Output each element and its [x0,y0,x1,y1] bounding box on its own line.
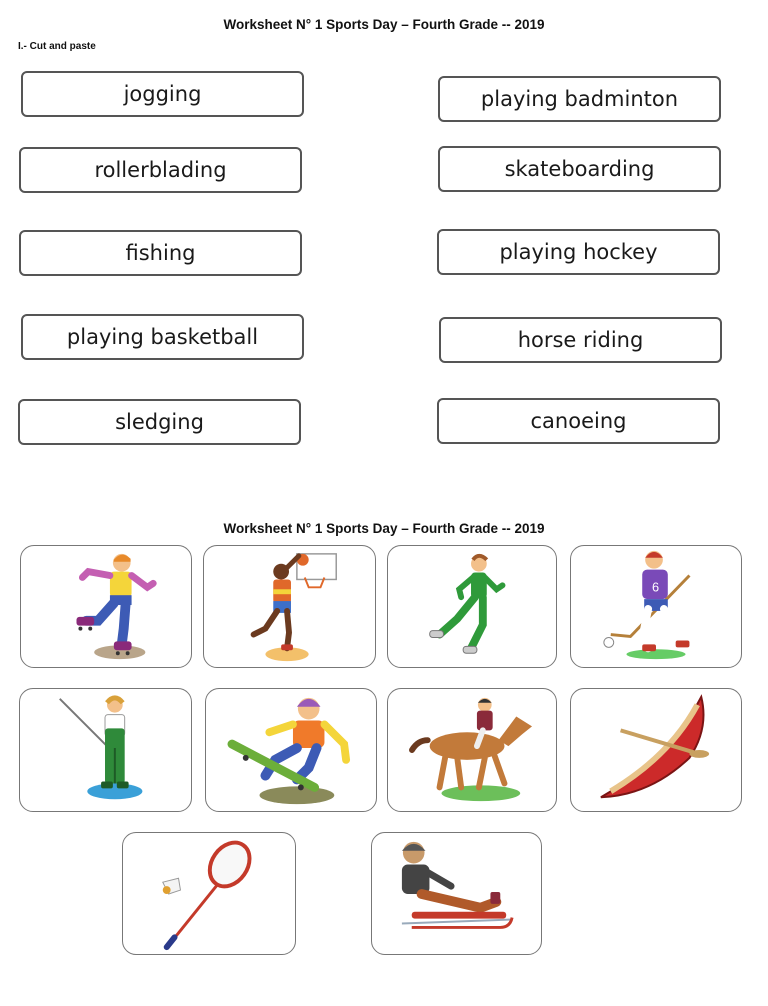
word-card-canoeing[interactable] [437,398,720,444]
word-card-playing-basketball[interactable] [21,314,304,360]
picture-card-skateboarding[interactable] [205,688,377,812]
worksheet-title-top: Worksheet N° 1 Sports Day – Fourth Grade -- 2019 [223,17,545,32]
word-label: skateboarding [504,157,655,181]
picture-card-hockey[interactable] [570,545,742,668]
instruction-label: I.- Cut and paste [18,41,96,52]
badminton-icon [123,833,295,954]
hockey-icon [571,546,741,667]
picture-card-jogging[interactable] [387,545,557,668]
word-label: playing hockey [499,240,658,264]
word-card-playing-hockey[interactable] [437,229,720,275]
word-label: horse riding [517,328,644,352]
word-label: sledging [115,410,204,434]
word-label: rollerblading [94,158,227,182]
picture-card-horse-riding[interactable] [387,688,557,812]
fishing-icon [20,689,191,811]
skateboarding-icon [206,689,376,811]
picture-card-basketball[interactable] [203,545,376,668]
word-card-jogging[interactable] [21,71,304,117]
word-label: playing basketball [66,325,259,349]
basketball-icon [204,546,375,667]
picture-card-sledging[interactable] [371,832,542,955]
word-card-sledging[interactable] [18,399,301,445]
picture-card-fishing[interactable] [19,688,192,812]
worksheet-title-bottom: Worksheet N° 1 Sports Day – Fourth Grade -- 2019 [223,521,545,536]
rollerblading-icon [21,546,191,667]
word-card-horse-riding[interactable] [439,317,722,363]
svg-text:6: 6 [652,579,660,595]
word-card-rollerblading[interactable] [19,147,302,193]
horse-riding-icon [388,689,556,811]
word-label: jogging [123,82,202,106]
word-card-fishing[interactable] [19,230,302,276]
word-card-playing-badminton[interactable] [438,76,721,122]
word-label: fishing [125,241,196,265]
picture-card-badminton[interactable] [122,832,296,955]
word-label: playing badminton [480,87,679,111]
jogging-icon [388,546,556,667]
sledging-icon [372,833,541,954]
picture-card-canoe[interactable] [570,688,742,812]
word-card-skateboarding[interactable] [438,146,721,192]
word-label: canoeing [530,409,627,433]
picture-card-rollerblading[interactable] [20,545,192,668]
canoe-icon [571,689,741,811]
